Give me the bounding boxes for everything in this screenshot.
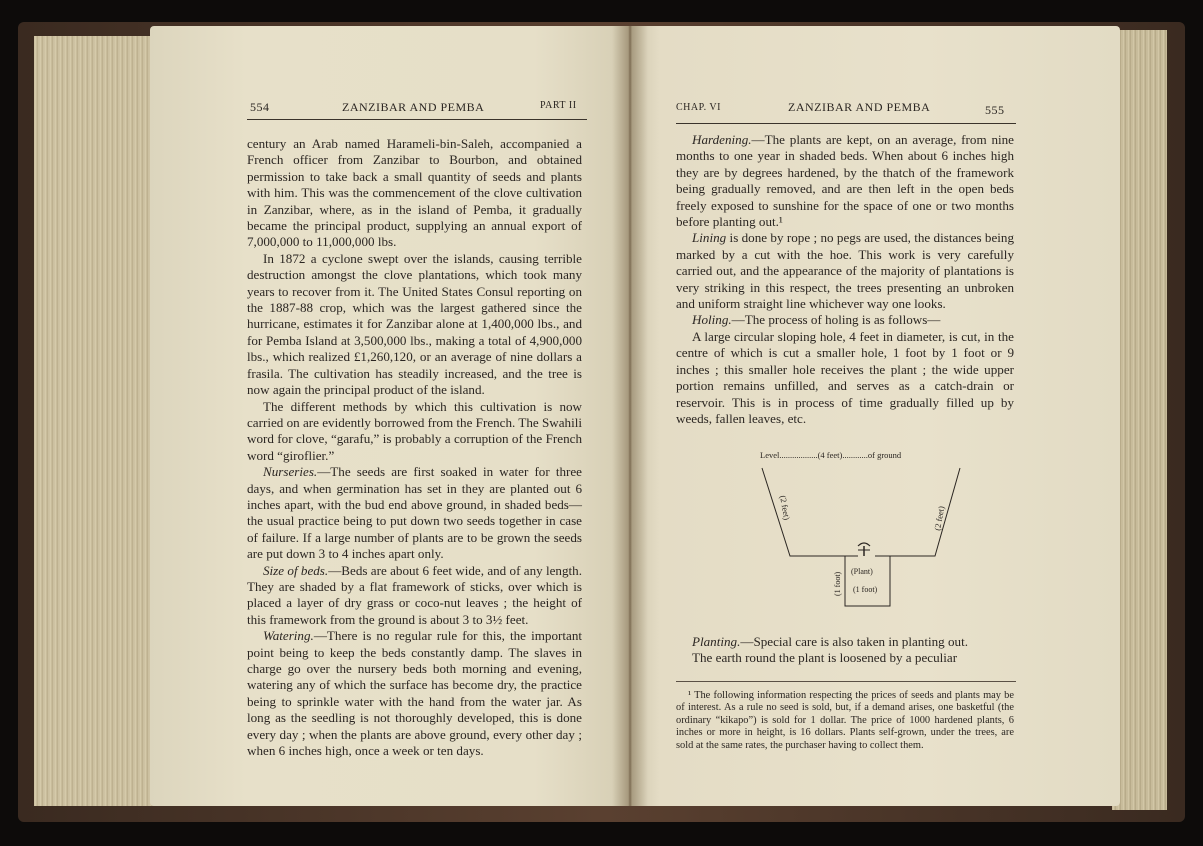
running-title: ZANZIBAR AND PEMBA xyxy=(342,100,485,114)
small-hole xyxy=(845,556,890,606)
paragraph: Size of beds.—Beds are about 6 feet wide, and of any length. They are shaded by a flat framework of sticks, over which is placed a layer of dry grass or coco-nut leaves ; the height of this framework from the ground is about 3 to 3½ feet. xyxy=(247,562,582,627)
holing-diagram xyxy=(760,446,980,616)
footnote-text: ¹ The following information respecting the prices of seeds and plants may be of interest. As a rule no seed is sold, but, if a demand arises, one basketful (the ordinary “kikapo”) is sold for 1 dollar. The price of 1000 hardened plants, 6 inches or more in height, is 16 dollars. Plants self-grown, under the trees, are sold at the same rates, the purchaser having to collect them. xyxy=(676,690,1014,751)
footnote-rule xyxy=(676,681,1016,682)
diagram-top-label: Level..................(4 feet)............of ground xyxy=(760,450,902,460)
hole-left-slope xyxy=(762,468,858,556)
section-heading: Planting. xyxy=(692,634,741,649)
paragraph: The earth round the plant is loosened by a peculiar xyxy=(692,650,958,666)
paragraph: Nurseries.—The seeds are first soaked in water for three days, and when germination has set in they are planted out 6 inches apart, with the bud end above ground, in shaded beds—the usual practice being to put down two seeds together in case of failure. If a large number of plants are to be grown the seeds are put down 3 to 4 inches apart only. xyxy=(247,464,582,562)
hole-right-slope xyxy=(875,468,960,556)
footnote xyxy=(676,690,1014,752)
paragraph: century an Arab named Harameli-bin-Saleh, accompanied a French officer from Zanzibar to Bourbon, and obtained permission to take back a small quantity of seeds and plants with him. This was the commencement of the clove cultivation in Zanzibar, where, as in the island of Pemba, it gradually became the principal product, supplying an annual export of 7,000,000 to 11,000,000 lbs. xyxy=(247,136,582,250)
paragraph: In 1872 a cyclone swept over the islands, causing terrible destruction amongst the clove plantations, which took many years to recover from it. The United States Consul reporting on the 1887-88 crop, which was the largest gathered since the hurricane, estimates it for Zanzibar alone at 1,400,000 lbs., and for Pemba Island at 3,500,000 lbs., making a total of 4,900,000 lbs., which realized £1,260,120, or an average of nine dollars a frasila. The cultivation has steadily increased, and the tree is now again the principal product of the island. xyxy=(247,250,582,398)
left-page xyxy=(150,26,630,806)
right-slope-label: (2 feet) xyxy=(932,505,947,532)
running-title: ZANZIBAR AND PEMBA xyxy=(788,100,931,114)
section-heading: Nurseries. xyxy=(263,464,318,480)
paragraph: The different methods by which this cultivation is now carried on are evidently borrowed from the French. The Swahili word for clove, “garafu,” is probably a corruption of the French word “giroflier.” xyxy=(247,398,582,463)
right-page xyxy=(630,26,1120,806)
paragraph: Watering.—There is no regular rule for this, the important point being to keep the beds constantly damp. The slaves in charge go over the nursery beds both morning and evening, watering any of which the surface has become dry, the practice being to sprinkle water with the hand from the water jar. As long as the seedling is not thoroughly developed, this is done every day ; when the plants are above ground, every other day ; when 6 inches high, once a week or ten days. xyxy=(247,628,582,759)
plant-label: (Plant) xyxy=(851,567,873,576)
paragraph: Planting.—Special care is also taken in planting out. xyxy=(692,634,969,649)
paragraph: Hardening.—The plants are kept, on an average, from nine months to one year in shaded beds. When about 6 inches high they are by degrees hardened, by the thatch of the framework being gradually removed, and are then left in the open beds freely exposed to sunshine for the space of one or two months before planting out.¹ xyxy=(676,132,1014,230)
plant-icon xyxy=(858,543,870,556)
right-page-body-continued xyxy=(676,634,1014,667)
section-heading: Hardening. xyxy=(692,132,752,147)
page-edges-right xyxy=(1112,30,1167,810)
section-heading: Size of beds. xyxy=(263,562,329,578)
paragraph: A large circular sloping hole, 4 feet in diameter, is cut, in the centre of which is cut a smaller hole, 1 foot by 1 foot or 9 inches ; this smaller hole receives the plant ; the wide upper portion remains unfilled, and serves as a catch-drain or reservoir. This is in process of time gradually filled up by weeds, fallen leaves, etc. xyxy=(676,328,1014,426)
paragraph: Holing.—The process of holing is as follows— xyxy=(692,312,941,328)
depth-label: (1 foot) xyxy=(833,571,842,596)
right-page-body xyxy=(676,132,1014,427)
part-label: PART II xyxy=(540,100,577,111)
width-label: (1 foot) xyxy=(853,585,878,594)
chapter-label: CHAP. VI xyxy=(676,102,721,113)
section-heading: Lining xyxy=(692,230,727,246)
book-gutter xyxy=(612,26,648,806)
header-rule xyxy=(247,119,587,120)
page-number: 554 xyxy=(250,100,270,114)
section-heading: Holing. xyxy=(692,312,732,328)
section-heading: Watering. xyxy=(263,628,314,644)
left-slope-label: (2 feet) xyxy=(778,494,793,521)
paragraph: Lining is done by rope ; no pegs are used, the distances being marked by a cut with the hoe. This work is very carefully carried out, and the appearance of the majority of plantations is very striking in this respect, the trees presenting an unbroken and uniform straight line whichever way one looks. xyxy=(676,230,1014,312)
page-number: 555 xyxy=(985,103,1005,117)
page-edges-left xyxy=(34,36,154,806)
header-rule xyxy=(676,123,1016,124)
left-page-body xyxy=(247,136,582,759)
